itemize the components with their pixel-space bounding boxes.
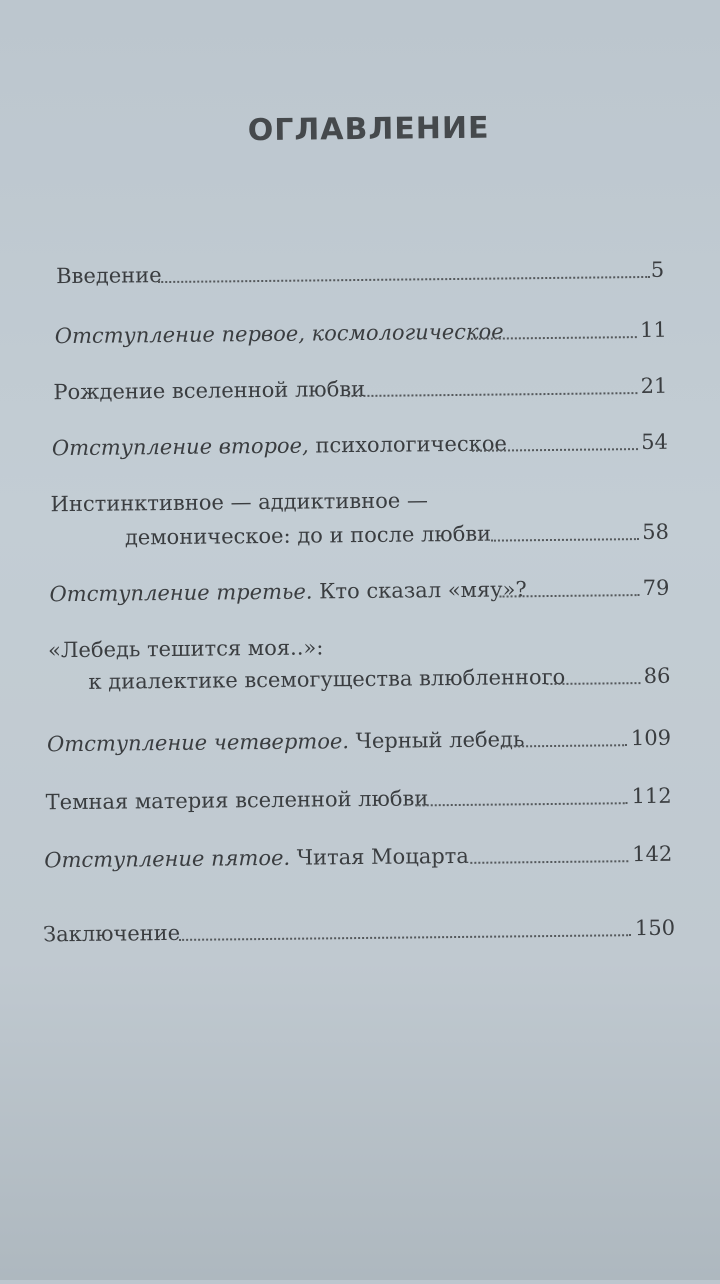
dot-leader — [416, 802, 628, 806]
entry-title-text: Рождение вселенной любви — [53, 377, 365, 404]
toc-entry — [55, 315, 667, 351]
entry-title — [125, 519, 491, 553]
toc-entry — [56, 255, 664, 291]
entry-title — [55, 316, 504, 351]
entry-title — [49, 574, 526, 609]
dot-leader — [347, 392, 637, 397]
dot-leader — [546, 682, 640, 685]
toc-entry — [48, 661, 670, 698]
entry-page-number: 54 — [641, 427, 668, 457]
dot-leader — [467, 336, 637, 340]
dot-leader — [158, 276, 650, 283]
entry-title-text: Введение — [56, 263, 162, 288]
entry-title — [53, 374, 365, 407]
entry-title-text: Кто сказал «мяу»? — [312, 577, 526, 603]
entry-title-line1: Инстинктивное — аддиктивное — — [50, 485, 428, 519]
dot-leader — [500, 594, 640, 597]
page-title: ОГЛАВЛЕНИЕ — [0, 108, 720, 151]
toc-entry — [47, 723, 671, 760]
entry-title-italic: Отступление третье. — [49, 579, 312, 606]
entry-page-number: 11 — [640, 315, 667, 345]
toc-entry — [46, 781, 672, 818]
dot-leader — [472, 448, 638, 452]
entry-page-number: 112 — [631, 781, 671, 811]
dot-leader — [470, 860, 628, 864]
entry-title — [44, 841, 469, 875]
entry-title — [46, 783, 429, 817]
entry-page-number: 142 — [632, 839, 672, 869]
entry-page-number: 5 — [651, 255, 665, 285]
entry-title — [47, 724, 525, 759]
entry-title-text: Темная материя вселенной любви — [46, 786, 429, 814]
toc-entry — [53, 371, 667, 407]
entry-title-text: к диалектике всемогущества влюбленного — [88, 665, 565, 694]
toc-entry — [43, 913, 675, 950]
entry-page-number: 109 — [631, 723, 671, 753]
entry-title-italic: Отступление четвертое. — [47, 729, 349, 756]
entry-title-text: демоническое: до и после любви — [125, 522, 491, 550]
entry-page-number: 86 — [644, 661, 671, 691]
entry-title-line1: «Лебедь тешится моя..»: — [48, 632, 324, 665]
dot-leader — [503, 744, 627, 747]
entry-page-number: 150 — [635, 913, 675, 943]
entry-title — [88, 662, 565, 697]
entry-title-italic: Отступление первое, космологическое — [55, 319, 504, 348]
entry-title-text: Читая Моцарта — [290, 844, 469, 870]
entry-page-number: 58 — [642, 517, 669, 547]
entry-page-number: 21 — [640, 371, 667, 401]
toc-entry — [49, 573, 669, 609]
entry-title-italic: Отступление второе, — [52, 434, 309, 461]
entry-title — [43, 918, 180, 949]
dot-leader — [179, 934, 631, 941]
toc-entry — [52, 427, 668, 463]
toc-entry — [44, 839, 672, 876]
entry-title — [52, 428, 507, 463]
entry-title-italic: Отступление пятое. — [44, 846, 290, 873]
entry-title-text: Заключение — [43, 921, 180, 946]
toc-entry — [51, 517, 669, 553]
entry-title-text: психологическое — [309, 431, 507, 457]
entry-title-text: Черный лебедь — [349, 727, 525, 753]
entry-title — [56, 260, 162, 291]
entry-page-number: 79 — [643, 573, 670, 603]
dot-leader — [491, 538, 639, 542]
